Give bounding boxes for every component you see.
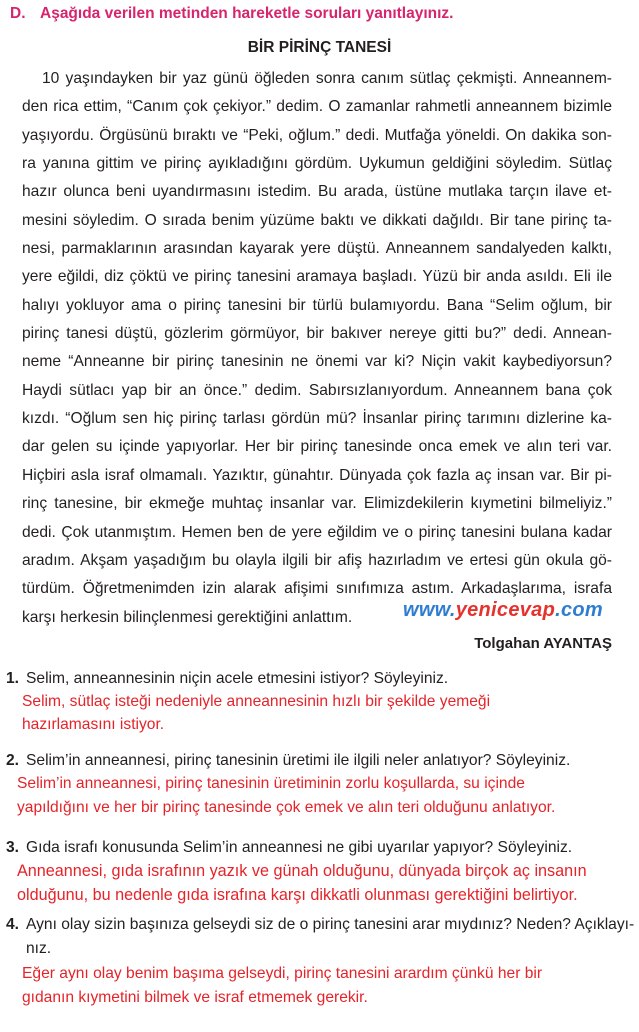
question-2 (6, 749, 626, 773)
answer-1-line-1: Selim, sütlaç isteği nedeniyle anneannesinin hızlı bir şekilde yemeği (22, 693, 491, 710)
answer-4-line-1: Eğer aynı olay benim başıma gelseydi, pirinç tanesini arardım çünkü her bir (22, 965, 543, 982)
watermark-prefix: www. (403, 599, 456, 621)
story-line: aradım. Akşam yaşadığım bu olayla ilgili bir afiş hazırladım ve ertesi gün okula gö- (22, 551, 612, 569)
question-number: 4. (6, 916, 20, 933)
answer-2-line-2: yapıldığını ve her bir pirinç tanesinde çok emek ve alın teri olduğunu anlatıyor. (17, 799, 556, 816)
story-line: Hiçbiri asla israf olmamalı. Yazıktır, günahtır. Dünyada çok fazla aç insan var. Bir pi- (22, 466, 612, 484)
story-line: yere eğildi, diz çöktü ve pirinç tanesini aramaya başladı. Yüzü bir anda asıldı. Eli ile (22, 268, 612, 286)
story-line: dedi. Çok utanmıştım. Hemen ben de yere eğildim ve o pirinç tanesini bulana kadar (22, 523, 612, 541)
question-text-continued: nız. (26, 940, 52, 957)
story-line: hazır olunca beni uyandırmasını istedim. Bu arada, üstüne mutlaka tarçın ilave et- (22, 183, 612, 201)
answer-2-line-1: Selim’in anneannesi, pirinç tanesinin üretiminin zorlu koşullarda, su içinde (17, 775, 525, 792)
question-text: Aynı olay sizin başınıza gelseydi siz de o pirinç tanesini arar mıydınız? Neden? Açıklayı- (26, 916, 635, 933)
story-line: türdüm. Öğretmenimden izin alarak afişimi sınıfımıza astım. Arkadaşlarıma, israfa (22, 580, 612, 598)
story-line: dar gelen su içinde yapıyorlar. Her bir pirinç tanesinde onca emek ve alın teri var. (22, 438, 612, 456)
story-line: nesi, parmaklarının arasından kayarak yere düştü. Anneannem sandalyeden kalktı, (22, 240, 612, 258)
story-title: BİR PİRİNÇ TANESİ (247, 39, 392, 56)
story-line: yaşıyordu. Örgüsünü bıraktı ve “Peki, oğlum.” dedi. Mutfağa yöneldi. On dakika son- (22, 126, 612, 144)
answer-1-line-2: hazırlamasını istiyor. (22, 716, 165, 733)
story-text (22, 65, 612, 632)
story-line: den rica ettim, “Canım çok çekiyor.” dedim. O zamanlar rahmetli anneannem bizimle (22, 98, 612, 116)
watermark-brand: yenicevap (455, 599, 556, 621)
question-4 (6, 913, 635, 961)
question-3 (6, 836, 626, 860)
question-number: 3. (6, 839, 20, 856)
watermark-suffix: .com (555, 599, 604, 621)
watermark (403, 599, 603, 622)
answer-3-line-2: olduğunu, bu nedenle gıda israfına karşı dikkatli olunması gerektiğini belirtiyor. (17, 886, 578, 904)
question-number: 2. (6, 752, 20, 769)
answer-4-line-2: gıdanın kıymetini bilmek ve israf etmemek gerekir. (22, 989, 368, 1006)
story-line: ra yanına gittim ve pirinç ayıkladığını gördüm. Uykumun geldiğini söyledim. Sütlaç (22, 155, 612, 173)
question-text: Selim’in anneannesi, pirinç tanesinin üretimi ile ilgili neler anlatıyor? Söyleyiniz. (26, 752, 571, 769)
story-line: rinç tanesine, bir ekmeğe muhtaç insanlar var. Elimizdekilerin kıymetini bilmeliyiz.” (22, 495, 612, 513)
story-author: Tolgahan AYANTAŞ (474, 635, 612, 652)
story-line: halıyı yokluyor ama o pirinç tanesini bir türlü bulamıyordu. Bana “Selim oğlum, bir (22, 296, 612, 314)
section-letter: D. (10, 5, 26, 22)
story-line: Haydi sütlacı yap bir an önce.” dedim. Sabırsızlanıyordum. Anneannem bana çok (22, 381, 612, 399)
answer-3-line-1: Anneannesi, gıda israfının yazık ve günah olduğunu, dünyada birçok aç insanın (17, 862, 587, 880)
story-line: kızdı. “Oğlum sen hiç pirinç tarlası gördün mü? İnsanlar pirinç tarımını dizlerine ka- (22, 410, 612, 428)
story-line: pirinç tanesi düştü, gözlerim görmüyor, bir bakıver nereye gitti bu?” dedi. Annean- (22, 325, 612, 343)
question-text: Gıda israfı konusunda Selim’in anneannesi ne gibi uyarılar yapıyor? Söyleyiniz. (26, 839, 573, 856)
story-line: 10 yaşındayken bir yaz günü öğleden sonra canım sütlaç çekmişti. Anneannem- (42, 70, 612, 87)
question-1 (6, 667, 626, 691)
question-number: 1. (6, 670, 20, 687)
story-line: neme “Anneanne bir pirinç tanesinin ne önemi var ki? Niçin vakit kaybediyorsun? (22, 353, 612, 371)
section-heading (10, 5, 453, 23)
question-text: Selim, anneannesinin niçin acele etmesini istiyor? Söyleyiniz. (26, 670, 449, 687)
section-instruction: Aşağıda verilen metinden hareketle soruları yanıtlayınız. (40, 5, 454, 22)
story-line: mesini söyledim. O sırada benim yüzüme baktı ve dikkati dağıldı. Bir tane pirinç ta- (22, 211, 612, 229)
story-line: karşı herkesin bilinçlenmesi gerektiğini anlattım. (22, 608, 353, 626)
